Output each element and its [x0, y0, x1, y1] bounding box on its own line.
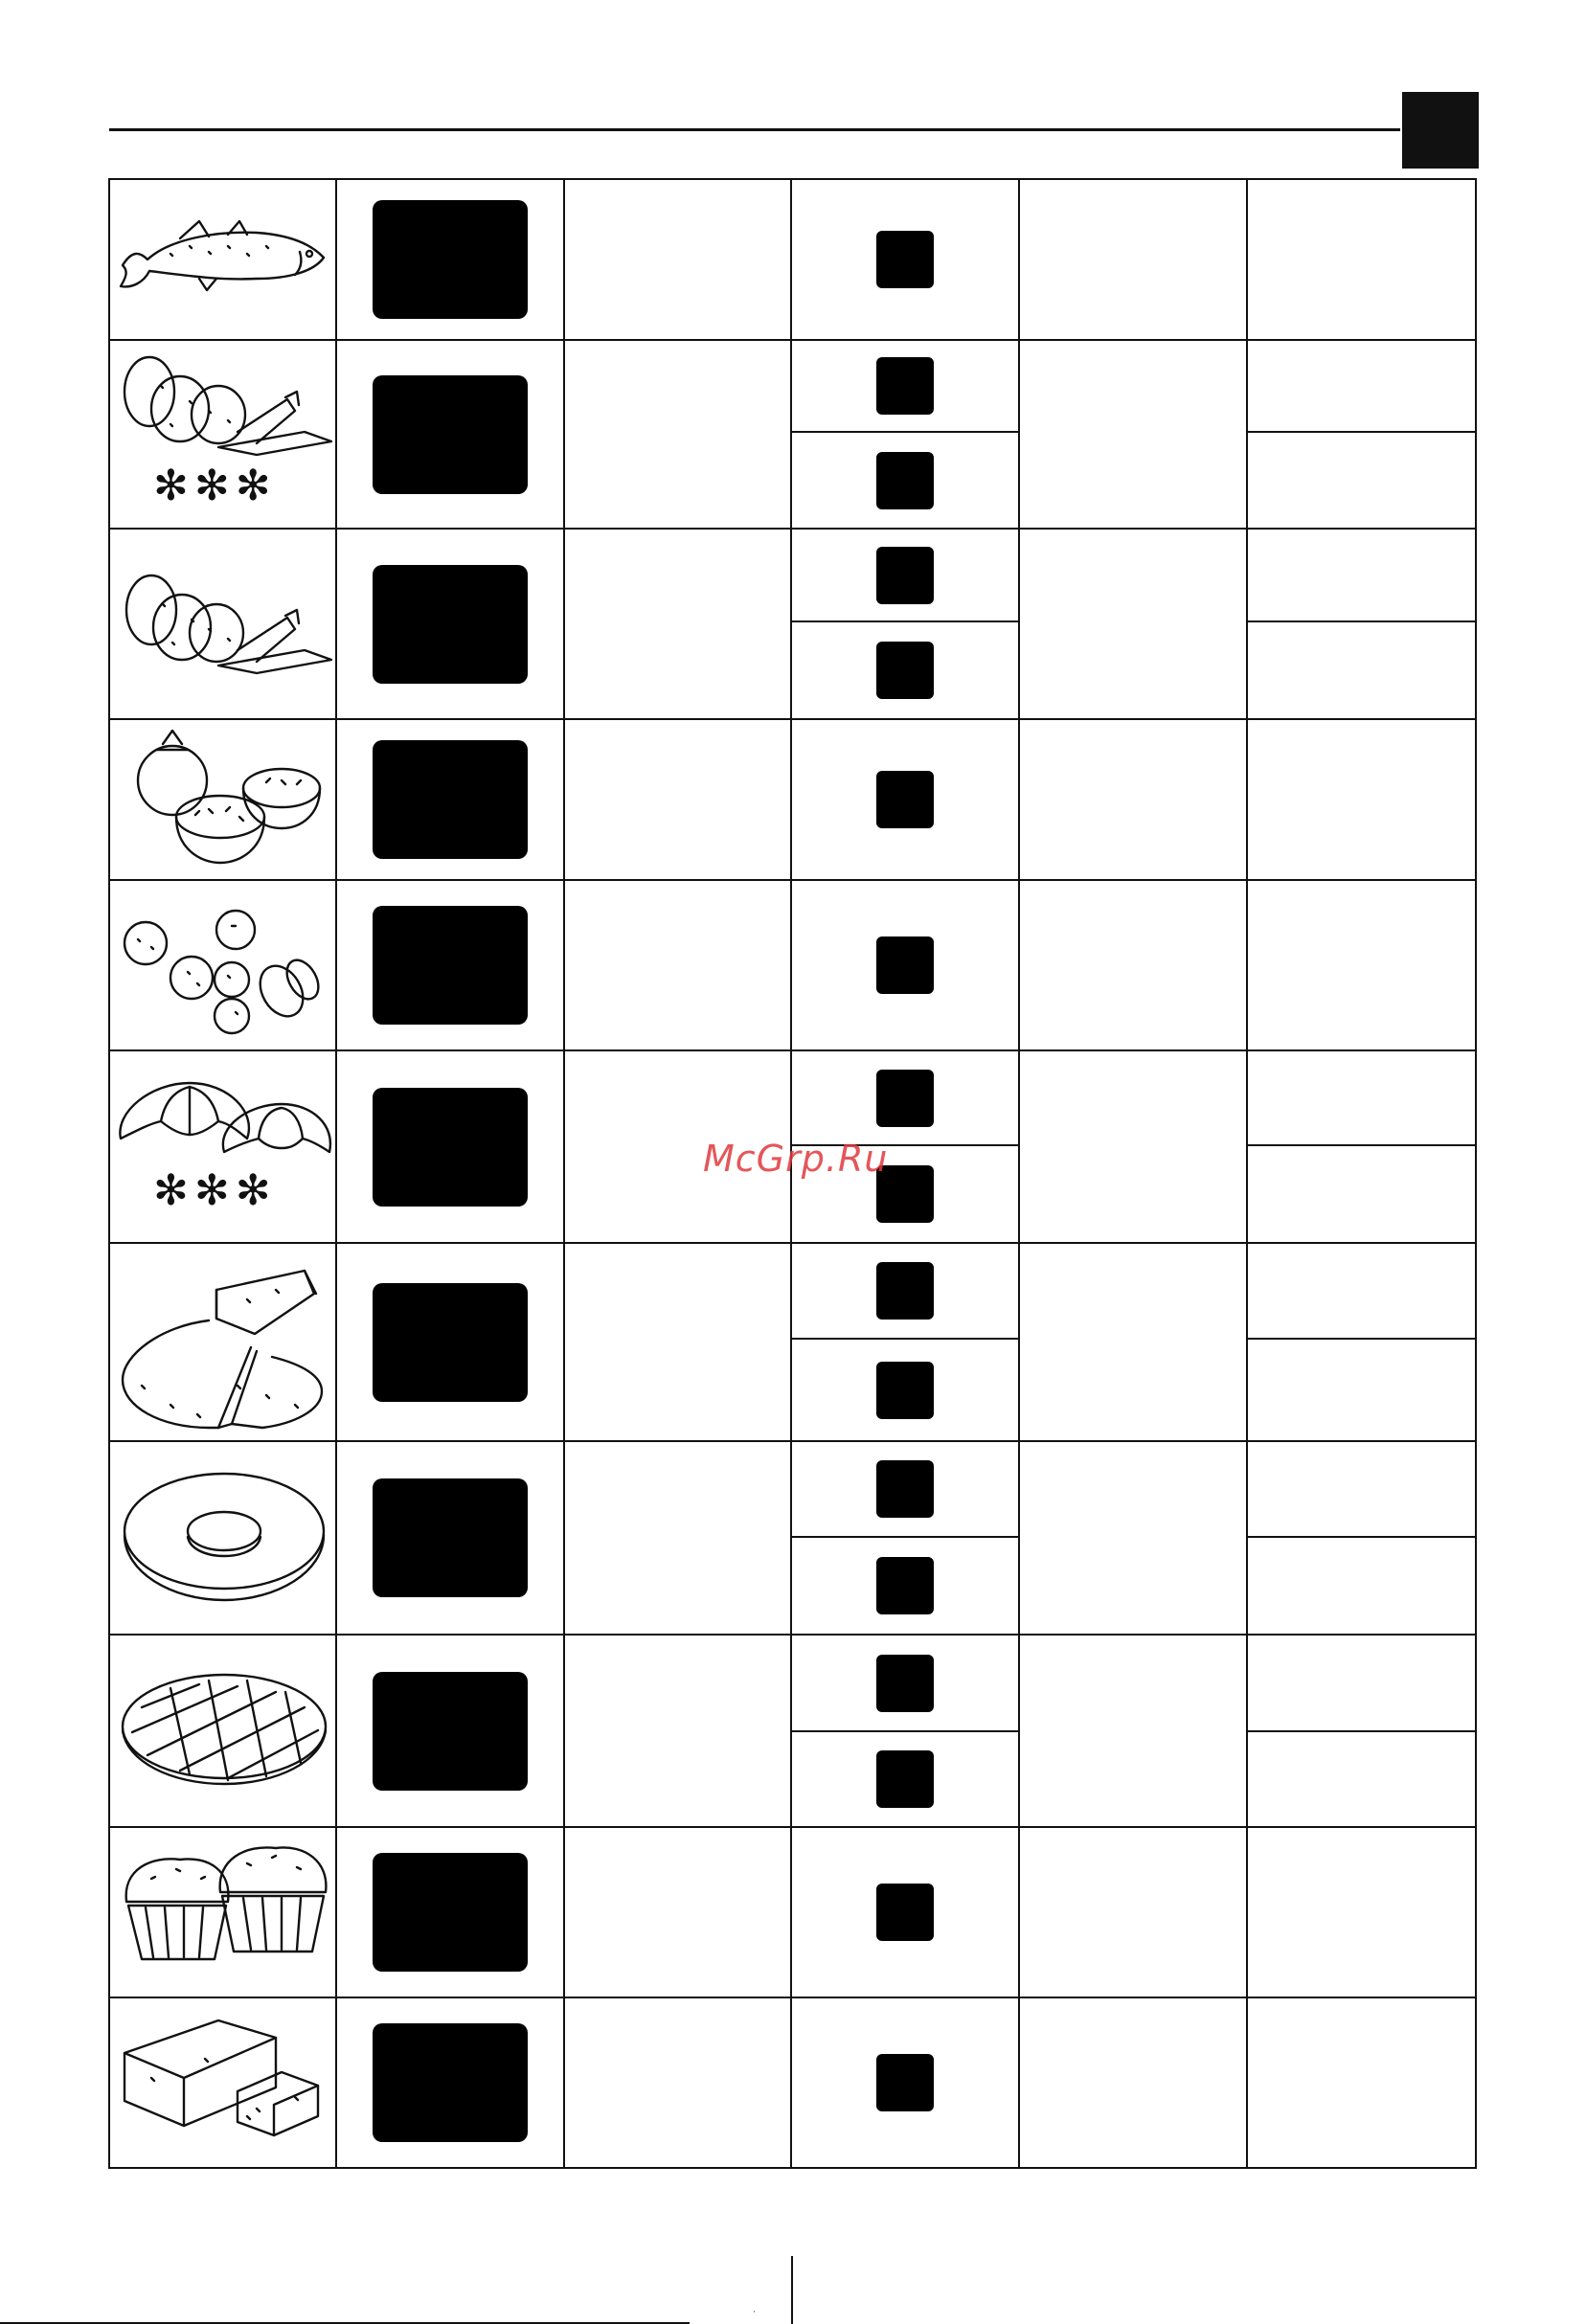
fan-heating-icon [791, 432, 1019, 529]
shelf-position-icon [336, 1635, 564, 1827]
lattice-pie-illustration [113, 1638, 332, 1823]
frozen-croissants-illustration [113, 1054, 332, 1169]
shelf-position-icon [336, 1997, 564, 2168]
fruit-loaf-illustration [113, 2001, 332, 2164]
fan-heating-icon [791, 1731, 1019, 1827]
top-bottom-heating-icon [791, 1441, 1019, 1537]
shelf-position-icon [336, 1050, 564, 1243]
shelf-position-icon [336, 340, 564, 529]
ring-cake-illustration [113, 1445, 332, 1631]
fan-heating-icon [791, 1537, 1019, 1635]
header-rule [109, 128, 1400, 131]
top-bottom-heating-icon [791, 340, 1019, 432]
shelf-position-icon [336, 880, 564, 1050]
shelf-position-icon [336, 1243, 564, 1441]
fan-heating-icon [791, 1145, 1019, 1243]
top-bottom-heating-icon [791, 529, 1019, 621]
shelf-position-icon [336, 179, 564, 340]
page-center-divider [791, 2256, 793, 2324]
cookies-illustration [113, 884, 332, 1047]
frozen-indicator: ✻✻✻ [153, 1166, 277, 1215]
top-bottom-heating-icon [791, 1997, 1019, 2168]
shelf-position-icon [336, 529, 564, 719]
top-bottom-heating-icon [791, 1243, 1019, 1339]
muffins-illustration [113, 1831, 332, 1994]
fan-heating-icon [791, 1339, 1019, 1441]
frozen-indicator: ✻✻✻ [153, 462, 277, 510]
fish-illustration [113, 183, 332, 336]
shelf-position-icon [336, 1827, 564, 1997]
page-mark: · [753, 2308, 756, 2317]
top-bottom-heating-icon [791, 1635, 1019, 1731]
potato-wedges-illustration [113, 532, 332, 715]
fan-heating-icon [791, 621, 1019, 719]
top-bottom-heating-icon [791, 880, 1019, 1050]
shelf-position-icon [336, 719, 564, 880]
fan-top-heating-icon [791, 719, 1019, 880]
shelf-position-icon [336, 1441, 564, 1635]
fan-heating-icon [791, 1827, 1019, 1997]
top-bottom-heating-icon [791, 1050, 1019, 1145]
watermark: McGrp.Ru [703, 1138, 889, 1180]
top-bottom-heating-icon [791, 179, 1019, 340]
stuffed-tomatoes-illustration [113, 723, 332, 876]
language-tab-block [1402, 92, 1479, 169]
frozen-potato-wedges-illustration [113, 344, 332, 468]
sponge-cake-illustration [113, 1247, 332, 1437]
